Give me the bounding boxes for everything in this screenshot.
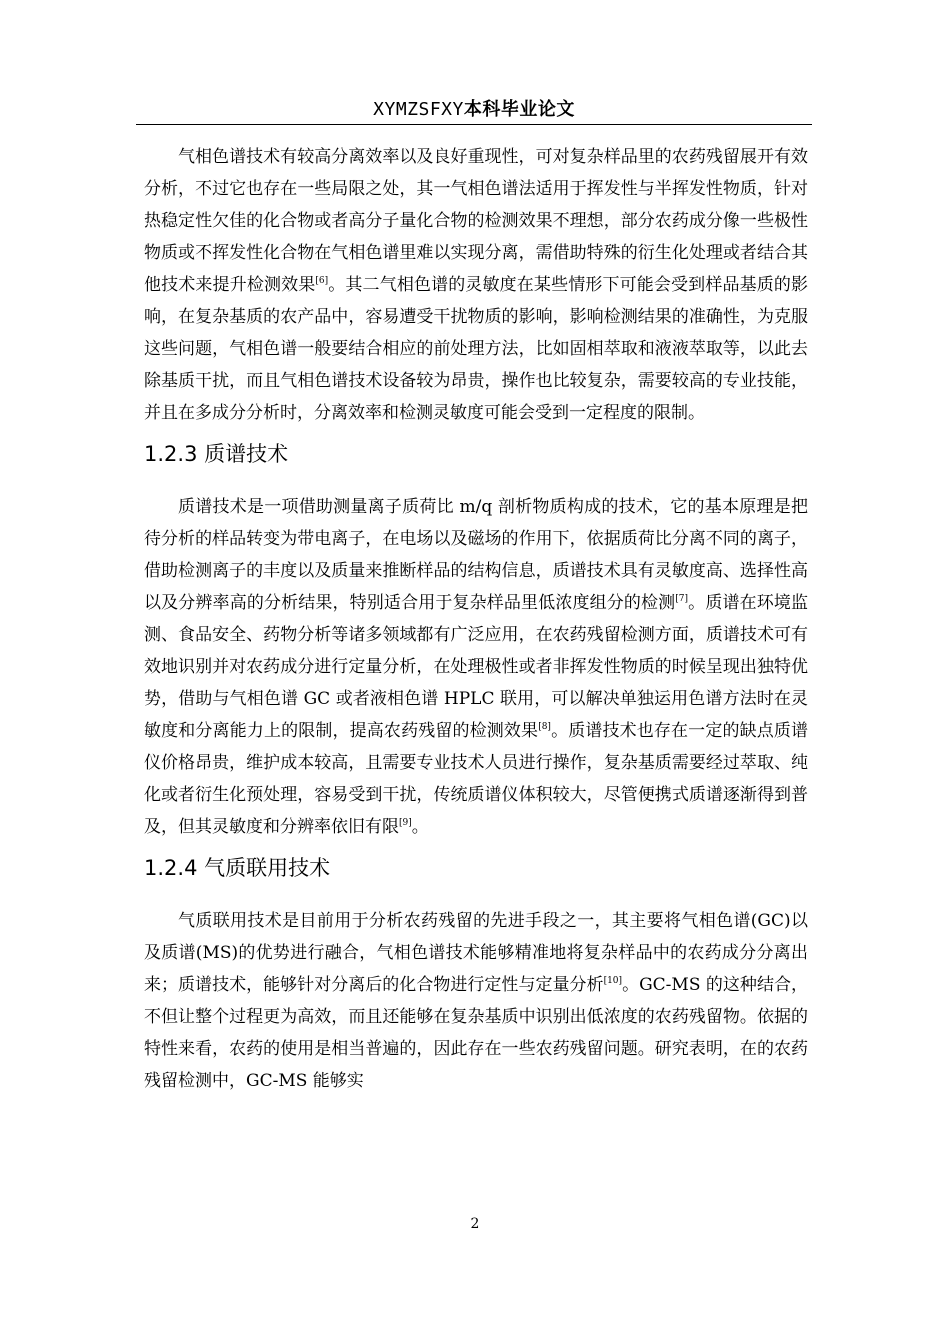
page-header bbox=[136, 96, 812, 125]
paragraph-text: 质谱技术是一项借助测量离子质荷比 m/q 剖析物质构成的技术，它的基本原理是把待分析的样品转变为带电离子，在电场以及磁场的作用下，依据质荷比分离不同的离子，借助检测离子的丰度以及质量来推断样品的结构信息，质谱技术具有灵敏度高、选择性高以及分辨率高的分析结果，特别适合用于复杂样品里低浓度组分的检测 bbox=[144, 497, 808, 613]
citation-8: [8] bbox=[538, 722, 551, 732]
paragraph-text: 气质联用技术是目前用于分析农药残留的先进手段之一，其主要将气相色谱(GC)以及质谱(MS)的优势进行融合，气相色谱技术能够精准地将复杂样品中的农药成分分离出来；质谱技术，能够针对分离后的化合物进行定性与定量分析 bbox=[144, 911, 808, 995]
section-heading-gc-ms: 1.2.4 气质联用技术 bbox=[144, 856, 331, 880]
paragraph-text: 气相色谱技术有较高分离效率以及良好重现性，可对复杂样品里的农药残留展开有效分析，不过它也存在一些局限之处，其一气相色谱法适用于挥发性与半挥发性物质，针对热稳定性欠佳的化合物或者高分子量化合物的检测效果不理想，部分农药成分像一些极性物质或不挥发性化合物在气相色谱里难以实现分离，需借助特殊的衍生化处理或者结合其他技术来提升检测效果 bbox=[144, 147, 808, 295]
paragraph-text: 。其二气相色谱的灵敏度在某些情形下可能会受到样品基质的影响，在复杂基质的农产品中，容易遭受干扰物质的影响，影响检测结果的准确性，为克服这些问题，气相色谱一般要结合相应的前处理方法，比如固相萃取和液液萃取等，以此去除基质干扰，而且气相色谱技术设备较为昂贵，操作也比较复杂，需要较高的专业技能，并且在多成分分析时，分离效率和检测灵敏度可能会受到一定程度的限制。 bbox=[144, 275, 809, 423]
header-title: 本科毕业论文 bbox=[463, 99, 575, 120]
paragraph-text: 。GC-MS 的这种结合，不但让整个过程更为高效，而且还能够在复杂基质中识别出低浓度的农药残留物。依据的特性来看，农药的使用是相当普遍的，因此存在一些农药残留问题。研究表明，在的农药残留检测中，GC-MS 能够实 bbox=[144, 975, 808, 1091]
citation-6: [6] bbox=[315, 276, 329, 286]
page-number: 2 bbox=[470, 1216, 480, 1232]
paragraph-gc-limitations bbox=[144, 141, 808, 429]
paragraph-mass-spectrometry bbox=[144, 491, 808, 843]
paragraph-text: 。质谱在环境监测、食品安全、药物分析等诸多领域都有广泛应用，在农药残留检测方面，质谱技术可有效地识别并对农药成分进行定量分析，在处理极性或者非挥发性物质的时候呈现出独特优势，借助与气相色谱 GC 或者液相色谱 HPLC 联用，可以解决单独运用色谱方法时在灵敏度和分离能力上的限制，提高农药残留的检测效果 bbox=[144, 593, 809, 741]
paragraph-text: 。质谱技术也存在一定的缺点质谱仪价格昂贵，维护成本较高，且需要专业技术人员进行操作，复杂基质需要经过萃取、纯化或者衍生化预处理，容易受到干扰，传统质谱仪体积较大，尽管便携式质谱逐渐得到普及，但其灵敏度和分辨率依旧有限 bbox=[144, 721, 809, 837]
main-content bbox=[144, 141, 808, 1097]
citation-10: [10] bbox=[603, 976, 623, 986]
citation-7: [7] bbox=[675, 594, 689, 604]
paragraph-gc-ms bbox=[144, 905, 808, 1097]
section-heading-mass-spectrometry: 1.2.3 质谱技术 bbox=[144, 442, 289, 466]
citation-9: [9] bbox=[399, 818, 412, 828]
header-code: XYMZSFXY bbox=[373, 99, 464, 120]
paragraph-text: 。 bbox=[411, 817, 429, 837]
